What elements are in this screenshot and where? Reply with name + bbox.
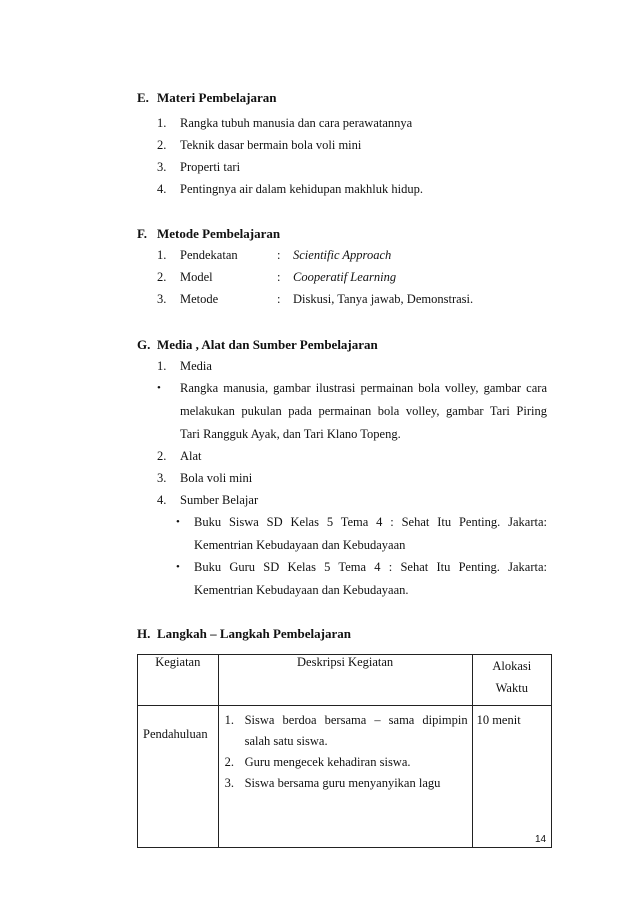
list-item: Rangka tubuh manusia dan cara perawatannya: [180, 116, 413, 130]
section-letter: E.: [137, 90, 149, 105]
learning-steps-table: [137, 654, 552, 848]
bullet-icon: •: [176, 561, 180, 573]
list-number: 2.: [157, 270, 167, 284]
method-colon: :: [277, 270, 281, 284]
list-number: 4.: [157, 493, 167, 507]
method-key: Metode: [180, 292, 219, 306]
media-line: Tari Rangguk Ayak, dan Tari Klano Topeng.: [180, 427, 401, 441]
source-line: Kementrian Kebudayaan dan Kebudayaan: [194, 538, 406, 552]
page-number: 14: [535, 834, 547, 845]
step-text: Guru mengecek kehadiran siswa.: [244, 755, 411, 769]
header-alokasi-line2: Waktu: [495, 681, 528, 695]
section-title: Materi Pembelajaran: [157, 90, 277, 105]
list-item: Alat: [180, 449, 202, 463]
section-title: Metode Pembelajaran: [157, 226, 281, 241]
header-kegiatan: Kegiatan: [138, 655, 219, 706]
list-number: 4.: [157, 182, 167, 196]
step-item: [225, 752, 468, 773]
list-item: Media: [180, 359, 212, 373]
method-value: Diskusi, Tanya jawab, Demonstrasi.: [293, 292, 474, 306]
list-number: 2.: [157, 138, 167, 152]
waktu-value: 10 menit: [476, 713, 521, 727]
list-number: 2.: [157, 449, 167, 463]
method-key: Pendekatan: [180, 248, 238, 262]
list-number: 3.: [157, 160, 167, 174]
section-title: Media , Alat dan Sumber Pembelajaran: [157, 337, 378, 352]
list-number: 1.: [157, 359, 167, 373]
list-item: Teknik dasar bermain bola voli mini: [180, 138, 362, 152]
kegiatan-label: Pendahuluan: [143, 727, 208, 741]
cell-deskripsi: [218, 706, 472, 848]
method-colon: :: [277, 292, 281, 306]
cell-waktu: [472, 706, 551, 848]
method-value: Scientific Approach: [293, 248, 392, 262]
step-list: [219, 706, 472, 794]
step-text: Siswa bersama guru menyanyikan lagu: [244, 776, 441, 790]
method-colon: :: [277, 248, 281, 262]
bullet-icon: •: [157, 382, 161, 394]
media-line: Rangka manusia, gambar ilustrasi permainan bola volley, gambar cara: [180, 381, 547, 395]
step-number: 3.: [224, 776, 234, 790]
list-number: 3.: [157, 471, 167, 485]
section-f-heading: [137, 226, 280, 242]
step-number: 1.: [224, 713, 234, 727]
header-alokasi: [472, 655, 551, 706]
source-line: Buku Guru SD Kelas 5 Tema 4 : Sehat Itu Penting. Jakarta:: [194, 560, 547, 574]
header-deskripsi: Deskripsi Kegiatan: [218, 655, 472, 706]
step-item: [225, 710, 468, 752]
list-number: 1.: [157, 116, 167, 130]
table-row: [138, 706, 552, 848]
section-h-heading: [137, 626, 351, 642]
header-alokasi-line1: Alokasi: [492, 659, 532, 673]
source-line: Buku Siswa SD Kelas 5 Tema 4 : Sehat Itu Penting. Jakarta:: [194, 515, 547, 529]
list-item: Properti tari: [180, 160, 241, 174]
list-number: 1.: [157, 248, 167, 262]
method-value: Cooperatif Learning: [293, 270, 397, 284]
step-item: [225, 773, 468, 794]
source-line: Kementrian Kebudayaan dan Kebudayaan.: [194, 583, 409, 597]
section-title: Langkah – Langkah Pembelajaran: [157, 626, 351, 641]
list-number: 3.: [157, 292, 167, 306]
list-item: Sumber Belajar: [180, 493, 259, 507]
step-number: 2.: [224, 755, 234, 769]
media-line: melakukan pukulan pada permainan bola volley, gambar Tari Piring: [180, 404, 547, 418]
table-header-row: [138, 655, 552, 706]
section-letter: G.: [137, 337, 151, 352]
method-key: Model: [180, 270, 213, 284]
step-text-continued: salah satu siswa.: [244, 734, 328, 748]
cell-kegiatan: [138, 706, 219, 848]
list-item: Bola voli mini: [180, 471, 253, 485]
section-letter: H.: [137, 626, 151, 641]
step-text: Siswa berdoa bersama – sama dipimpin: [244, 713, 468, 727]
list-item: Pentingnya air dalam kehidupan makhluk hidup.: [180, 182, 424, 196]
bullet-icon: •: [176, 516, 180, 528]
section-e-heading: [137, 90, 276, 106]
section-letter: F.: [137, 226, 147, 241]
section-g-heading: [137, 337, 378, 353]
